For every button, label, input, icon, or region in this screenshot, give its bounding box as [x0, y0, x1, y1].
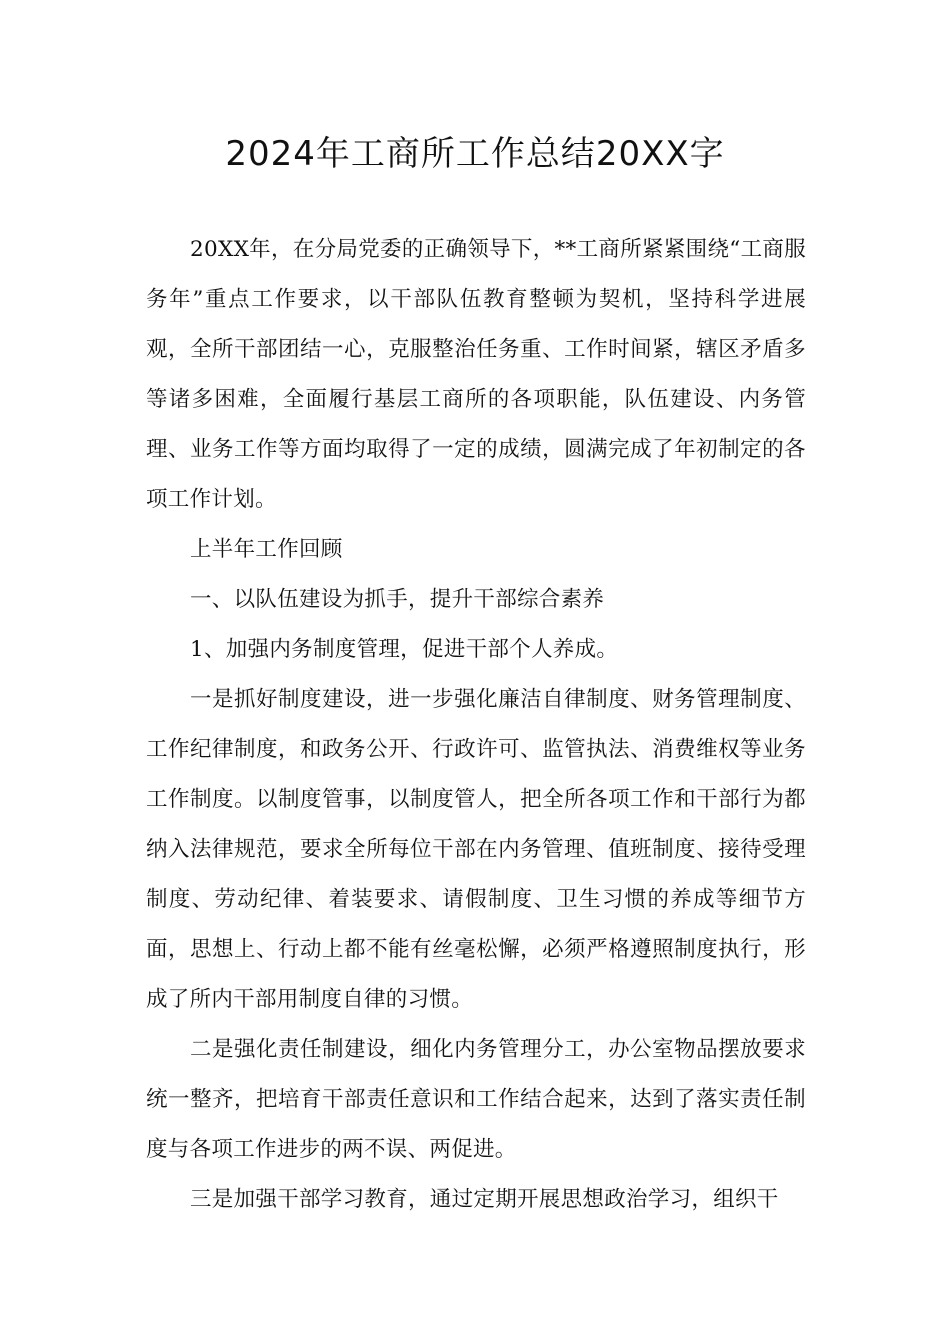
section-heading-first-half-review: 上半年工作回顾 — [190, 537, 343, 562]
subsection-heading-internal-management: 1、加强内务制度管理，促进干部个人养成。 — [190, 637, 619, 662]
document-body — [146, 225, 806, 1225]
document-title: 2024年工商所工作总结20XX字 — [225, 134, 725, 174]
paragraph-intro: 20XX年，在分局党委的正确领导下，**工商所紧紧围绕“工商服务年”重点工作要求，以干部队伍教育整顿为契机，坚持科学进展观，全所干部团结一心，克服整治任务重、工作时间紧，辖区矛盾多等诸多困难，全面履行基层工商所的各项职能，队伍建设、内务管理、业务工作等方面均取得了一定的成绩，圆满完成了年初制定的各项工作计划。 — [146, 237, 806, 512]
section-heading-team-building: 一、以队伍建设为抓手，提升干部综合素养 — [190, 587, 605, 612]
paragraph-system-building: 一是抓好制度建设，进一步强化廉洁自律制度、财务管理制度、工作纪律制度，和政务公开、行政许可、监管执法、消费维权等业务工作制度。以制度管事，以制度管人，把全所各项工作和干部行为都纳入法律规范，要求全所每位干部在内务管理、值班制度、接待受理制度、劳动纪律、着装要求、请假制度、卫生习惯的养成等细节方面，思想上、行动上都不能有丝毫松懈，必须严格遵照制度执行，形成了所内干部用制度自律的习惯。 — [146, 687, 806, 1012]
paragraph-responsibility-system: 二是强化责任制建设，细化内务管理分工，办公室物品摆放要求统一整齐，把培育干部责任意识和工作结合起来，达到了落实责任制度与各项工作进步的两不误、两促进。 — [146, 1037, 806, 1162]
paragraph-cadre-education: 三是加强干部学习教育，通过定期开展思想政治学习，组织干 — [190, 1187, 779, 1212]
